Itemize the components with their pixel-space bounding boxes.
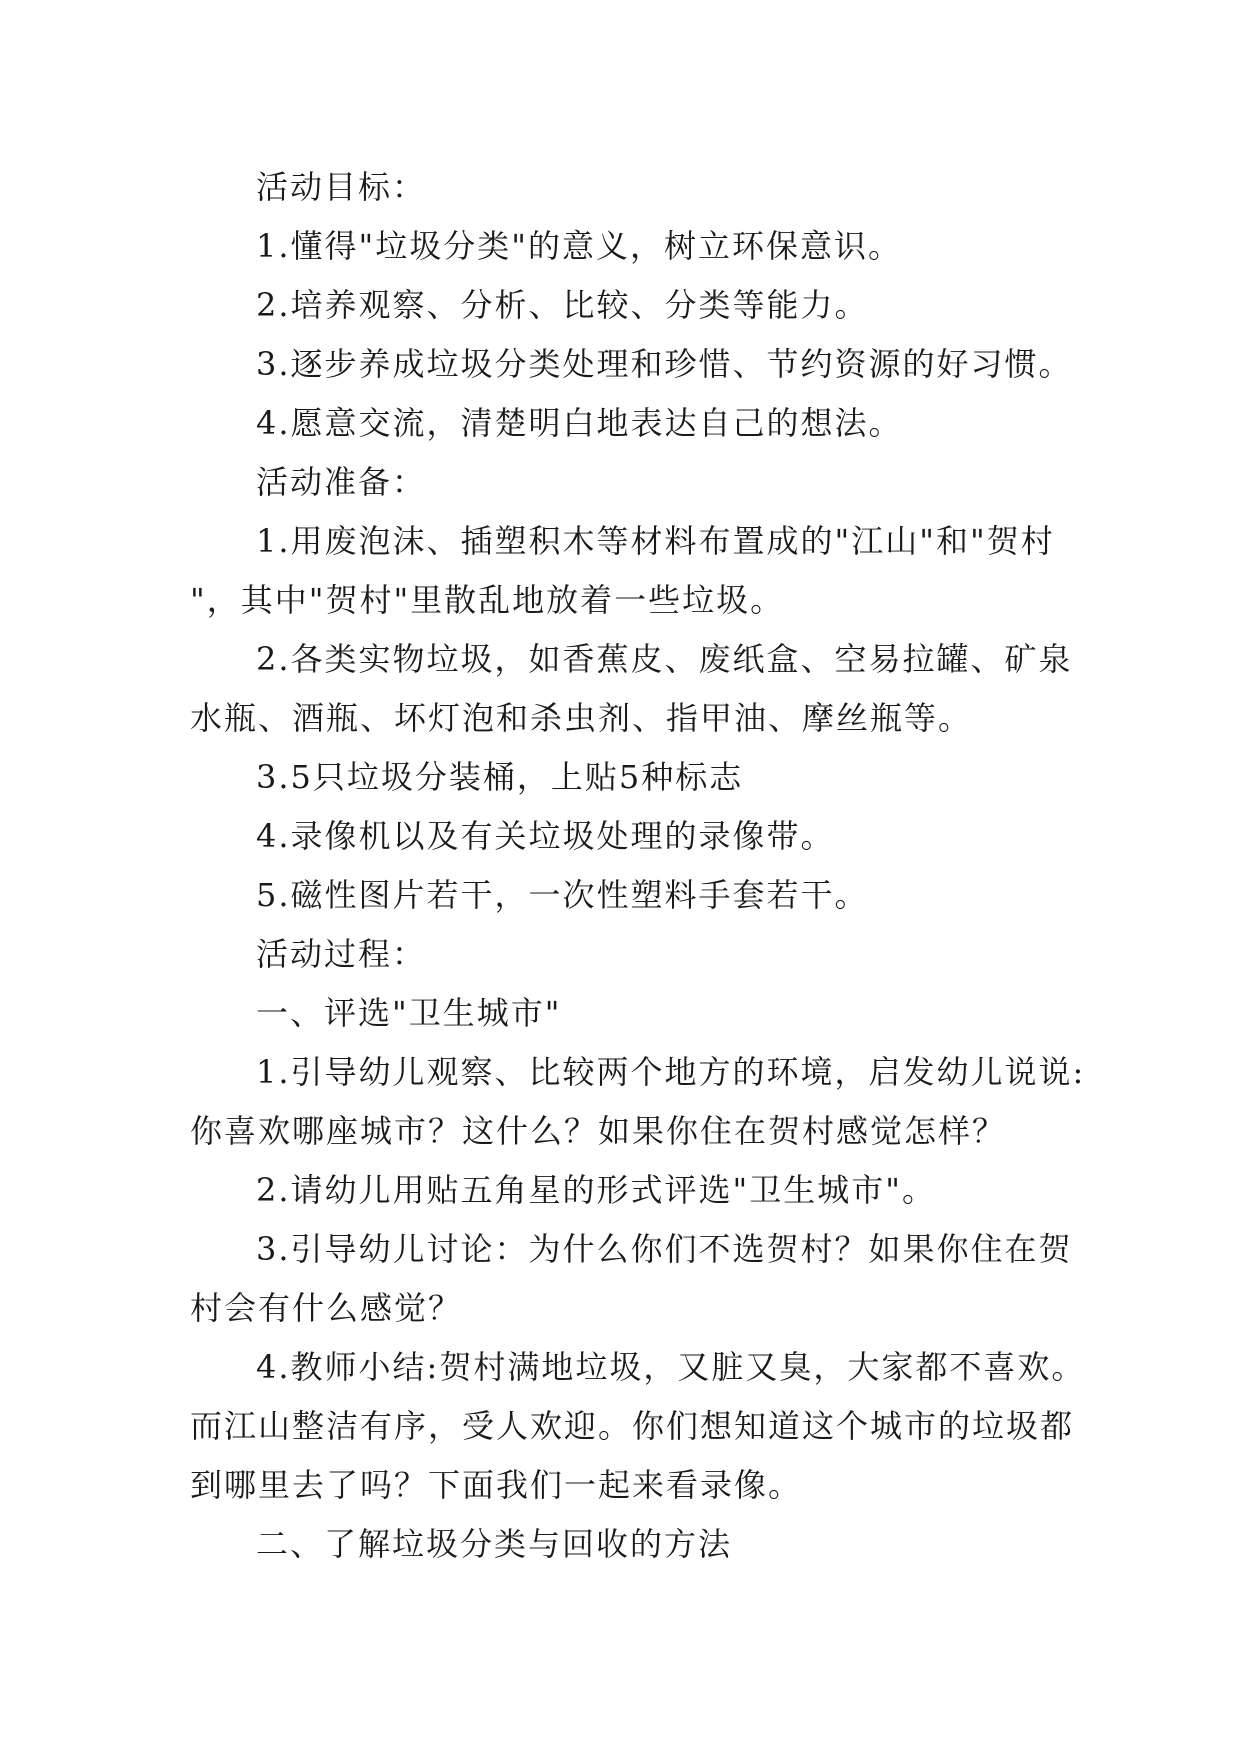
document-body — [190, 158, 1086, 1574]
heading-process: 活动过程： — [256, 935, 427, 973]
prep-item-5: 5.磁性图片若干，一次性塑料手套若干。 — [256, 876, 869, 914]
step-4-line-2: 而江山整洁有序，受人欢迎。你们想知道这个城市的垃圾都 — [190, 1407, 1075, 1445]
section-2-heading: 二、了解垃圾分类与回收的方法 — [256, 1525, 733, 1563]
goal-item-1: 1.懂得"垃圾分类"的意义，树立环保意识。 — [256, 227, 902, 265]
step-3-line-1: 3.引导幼儿讨论：为什么你们不选贺村？如果你住在贺 — [256, 1230, 1073, 1268]
prep-item-1-line-2: "，其中"贺村"里散乱地放着一些垃圾。 — [190, 581, 785, 619]
prep-item-3: 3.5只垃圾分装桶，上贴5种标志 — [256, 758, 744, 796]
goal-item-4: 4.愿意交流，清楚明白地表达自己的想法。 — [256, 404, 903, 442]
step-1-line-1: 1.引导幼儿观察、比较两个地方的环境，启发幼儿说说: — [256, 1053, 1086, 1091]
prep-item-2-line-2: 水瓶、酒瓶、坏灯泡和杀虫剂、指甲油、摩丝瓶等。 — [190, 699, 973, 737]
step-4-line-3: 到哪里去了吗？下面我们一起来看录像。 — [190, 1466, 803, 1504]
step-1-line-2: 你喜欢哪座城市？这什么？如果你住在贺村感觉怎样？ — [190, 1112, 1007, 1150]
step-4-line-1: 4.教师小结:贺村满地垃圾，又脏又臭，大家都不喜欢。 — [256, 1348, 1086, 1386]
section-1-heading: 一、评选"卫生城市" — [256, 994, 562, 1032]
goal-item-3: 3.逐步养成垃圾分类处理和珍惜、节约资源的好习惯。 — [256, 345, 1073, 383]
step-2: 2.请幼儿用贴五角星的形式评选"卫生城市"。 — [256, 1171, 936, 1209]
prep-item-4: 4.录像机以及有关垃圾处理的录像带。 — [256, 817, 835, 855]
step-3-line-2: 村会有什么感觉？ — [190, 1289, 463, 1327]
prep-item-2-line-1: 2.各类实物垃圾，如香蕉皮、废纸盒、空易拉罐、矿泉 — [256, 640, 1073, 678]
prep-item-1-line-1: 1.用废泡沫、插塑积木等材料布置成的"江山"和"贺村 — [256, 522, 1055, 560]
heading-goals: 活动目标： — [256, 168, 427, 206]
goal-item-2: 2.培养观察、分析、比较、分类等能力。 — [256, 286, 869, 324]
heading-preparation: 活动准备： — [256, 463, 427, 501]
